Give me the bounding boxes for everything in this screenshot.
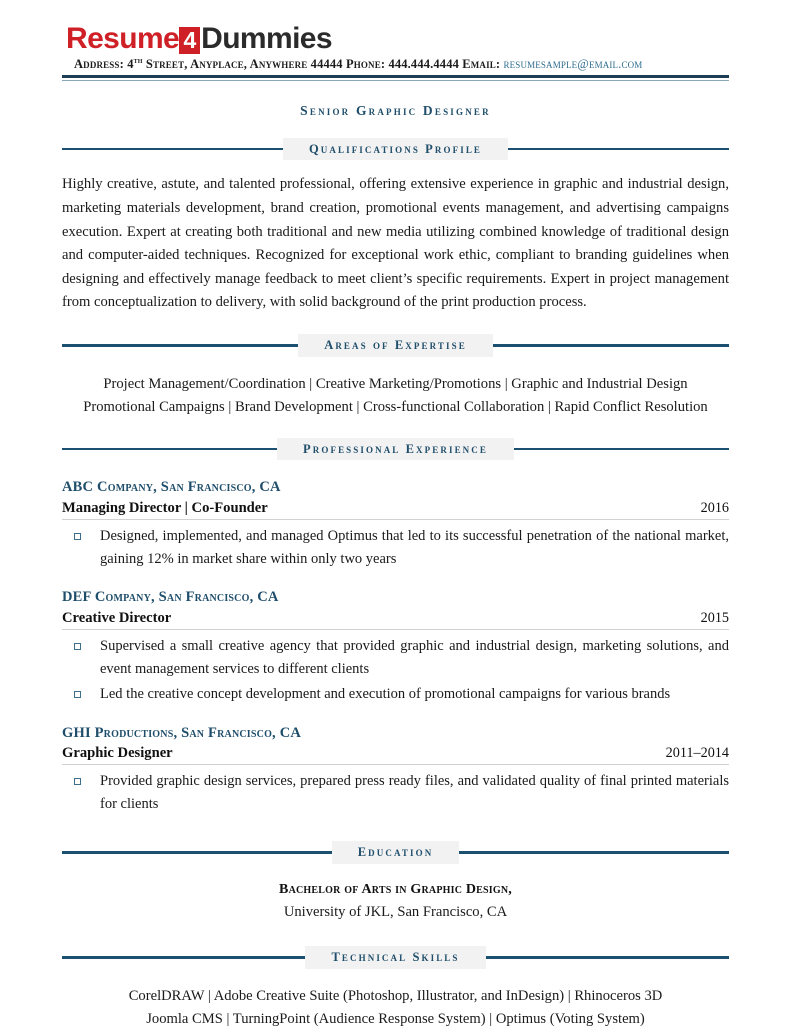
experience-entry (62, 478, 729, 570)
section-rule-left (62, 448, 277, 451)
skills-line-1: CorelDRAW | Adobe Creative Suite (Photoshop, Illustrator, and InDesign) | Rhinoceros 3D (128, 987, 663, 1004)
job-bullet-list (62, 525, 729, 570)
section-header-education (62, 841, 729, 864)
section-header-qualifications (62, 138, 729, 161)
logo-badge-four: 4 (179, 27, 200, 54)
expertise-line-2: Promotional Campaigns | Brand Development | Cross-functional Collaboration | Rapid Conflict Resolution (83, 398, 708, 415)
education-entry (62, 880, 729, 924)
section-header-skills (62, 946, 729, 969)
experience-entry (62, 724, 729, 816)
education-school: University of JKL, San Francisco, CA (283, 904, 508, 921)
job-title-row (62, 500, 729, 520)
section-title-skills: Technical Skills (305, 946, 485, 969)
section-header-expertise (62, 334, 729, 357)
skills-line-2: Joomla CMS | TurningPoint (Audience Response System) | Optimus (Voting System) (146, 1010, 645, 1027)
section-rule-right (493, 344, 729, 347)
expertise-line-1: Project Management/Coordination | Creative Marketing/Promotions | Graphic and Industrial Design (103, 375, 688, 392)
section-title-experience: Professional Experience (277, 438, 514, 461)
brand-logo (66, 24, 729, 54)
address-label: Address: (74, 57, 124, 72)
address-value-rest: Street, Anyplace, Anywhere 44444 (142, 57, 343, 72)
section-rule-right (486, 956, 729, 959)
bullet-text: Supervised a small creative agency that provided graphic and industrial design, marketing solutions, and event management services to different clients (100, 638, 729, 677)
job-company: DEF Company, San Francisco, CA (62, 589, 279, 606)
section-rule-left (62, 344, 298, 347)
job-title: Creative Director (62, 610, 172, 627)
email-label: Email: (462, 57, 501, 72)
address-value-number: 4 (127, 57, 134, 72)
square-bullet-icon (74, 778, 81, 785)
section-rule-left (62, 851, 332, 854)
job-title-row (62, 610, 729, 630)
job-date: 2015 (700, 610, 729, 627)
section-rule-left (62, 148, 283, 151)
job-title-row (62, 745, 729, 765)
section-title-qualifications: Qualifications Profile (283, 138, 508, 161)
list-item (62, 525, 729, 570)
header-rule-thin (62, 80, 729, 81)
qualifications-paragraph: Highly creative, astute, and talented professional, offering extensive experience in graphic and industrial design, marketing materials development, brand creation, promotional events management, and advertising campaigns execution. Expert at creating both traditional and new media utilizing combined knowledge of traditional design and computer-aided techniques. Recognized for exceptional work ethic, compliant to branding guidelines when designing and effectively manage feedback to meet client’s specific requirements. Expert in project management from conceptualization to delivery, with solid background of the print production process. (62, 176, 729, 311)
header-rule-thick (62, 75, 729, 78)
logo-text-resume: Resume (66, 22, 180, 55)
phone-value: 444.444.4444 (388, 57, 460, 72)
job-date: 2011–2014 (665, 745, 729, 762)
bullet-text: Led the creative concept development and execution of promotional campaigns for various brands (100, 686, 671, 703)
section-rule-right (459, 851, 729, 854)
job-title: Managing Director | Co-Founder (62, 500, 268, 517)
document-header (62, 24, 729, 81)
job-date: 2016 (700, 500, 729, 517)
list-item (62, 683, 729, 705)
list-item (62, 770, 729, 815)
job-company: ABC Company, San Francisco, CA (62, 479, 281, 496)
page-title: Senior Graphic Designer (300, 102, 491, 118)
section-title-expertise: Areas of Expertise (298, 334, 493, 357)
phone-label: Phone: (345, 57, 386, 72)
bullet-text: Designed, implemented, and managed Optimus that led to its successful penetration of the national market, gaining 12% in market share within only two years (100, 528, 729, 567)
job-bullet-list (62, 770, 729, 815)
bullet-text: Provided graphic design services, prepared press ready files, and validated quality of final printed materials for clients (100, 773, 729, 812)
expertise-list (62, 373, 729, 419)
section-rule-right (508, 148, 729, 151)
education-degree: Bachelor of Arts in Graphic Design, (279, 881, 512, 897)
square-bullet-icon (74, 643, 81, 650)
section-rule-left (62, 956, 305, 959)
section-header-experience (62, 438, 729, 461)
contact-line (74, 56, 729, 72)
job-bullet-list (62, 635, 729, 705)
square-bullet-icon (74, 533, 81, 540)
email-value[interactable]: resumesample@email.com (503, 57, 643, 72)
address-ordinal-suffix: th (133, 56, 143, 65)
section-title-education: Education (332, 841, 460, 864)
list-item (62, 635, 729, 680)
section-rule-right (514, 448, 729, 451)
square-bullet-icon (74, 691, 81, 698)
experience-entry (62, 588, 729, 705)
job-title: Graphic Designer (62, 745, 173, 762)
job-company: GHI Productions, San Francisco, CA (62, 724, 302, 741)
logo-text-dummies: Dummies (201, 22, 332, 55)
